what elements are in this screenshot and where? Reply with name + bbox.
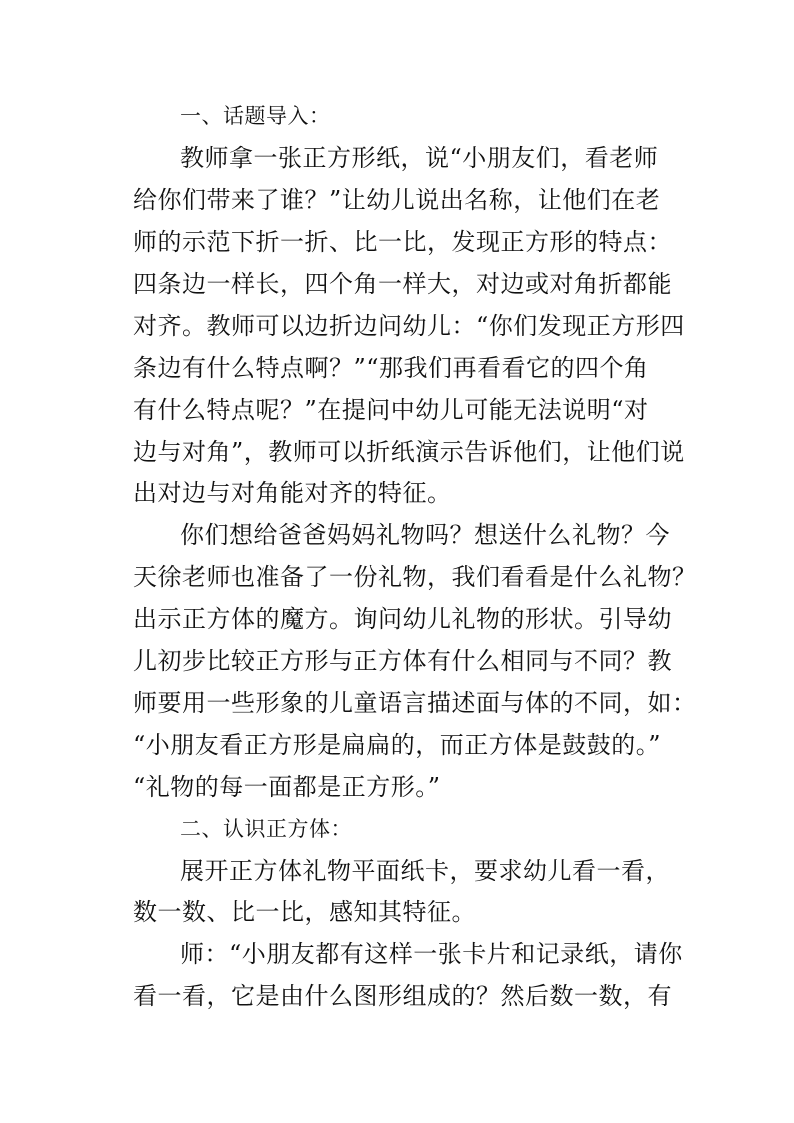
text-line: “小朋友看正方形是扁扁的，而正方体是鼓鼓的。”: [133, 731, 662, 759]
text-line: 出对边与对角能对齐的特征。: [133, 479, 452, 507]
text-line: “礼物的每一面都是正方形。”: [133, 773, 441, 801]
text-line: 四条边一样长，四个角一样大，对边或对角折都能: [133, 270, 672, 298]
text-line: 师要用一些形象的儿童语言描述面与体的不同，如：: [133, 689, 697, 717]
text-line: 条边有什么特点啊？”“那我们再看看它的四个角: [133, 354, 649, 382]
text-line: 对齐。教师可以边折边问幼儿：“你们发现正方形四: [133, 312, 685, 340]
text-line: 师：“小朋友都有这样一张卡片和记录纸，请你: [180, 940, 683, 968]
text-line: 边与对角”，教师可以折纸演示告诉他们，让他们说: [133, 438, 685, 466]
text-line: 教师拿一张正方形纸，说“小朋友们，看老师: [180, 144, 659, 172]
text-line: 出示正方体的魔方。询问幼儿礼物的形状。引导幼: [133, 605, 672, 633]
text-line: 天徐老师也准备了一份礼物，我们看看是什么礼物？: [133, 563, 697, 591]
section-heading-know-cube: 二、认识正方体：: [180, 817, 352, 841]
text-line: 儿初步比较正方形与正方体有什么相同与不同？教: [133, 647, 672, 675]
text-line: 看一看，它是由什么图形组成的？然后数一数，有: [133, 982, 672, 1010]
text-line: 你们想给爸爸妈妈礼物吗？想送什么礼物？今: [180, 521, 670, 549]
text-line: 师的示范下折一折、比一比，发现正方形的特点：: [133, 228, 672, 256]
text-line: 展开正方体礼物平面纸卡，要求幼儿看一看，: [180, 857, 670, 885]
section-heading-topic-intro: 一、话题导入：: [180, 104, 331, 128]
text-line: 给你们带来了谁？”让幼儿说出名称，让他们在老: [133, 186, 661, 214]
text-line: 数一数、比一比，感知其特征。: [133, 898, 476, 926]
text-line: 有什么特点呢？”在提问中幼儿可能无法说明“对: [133, 396, 649, 424]
